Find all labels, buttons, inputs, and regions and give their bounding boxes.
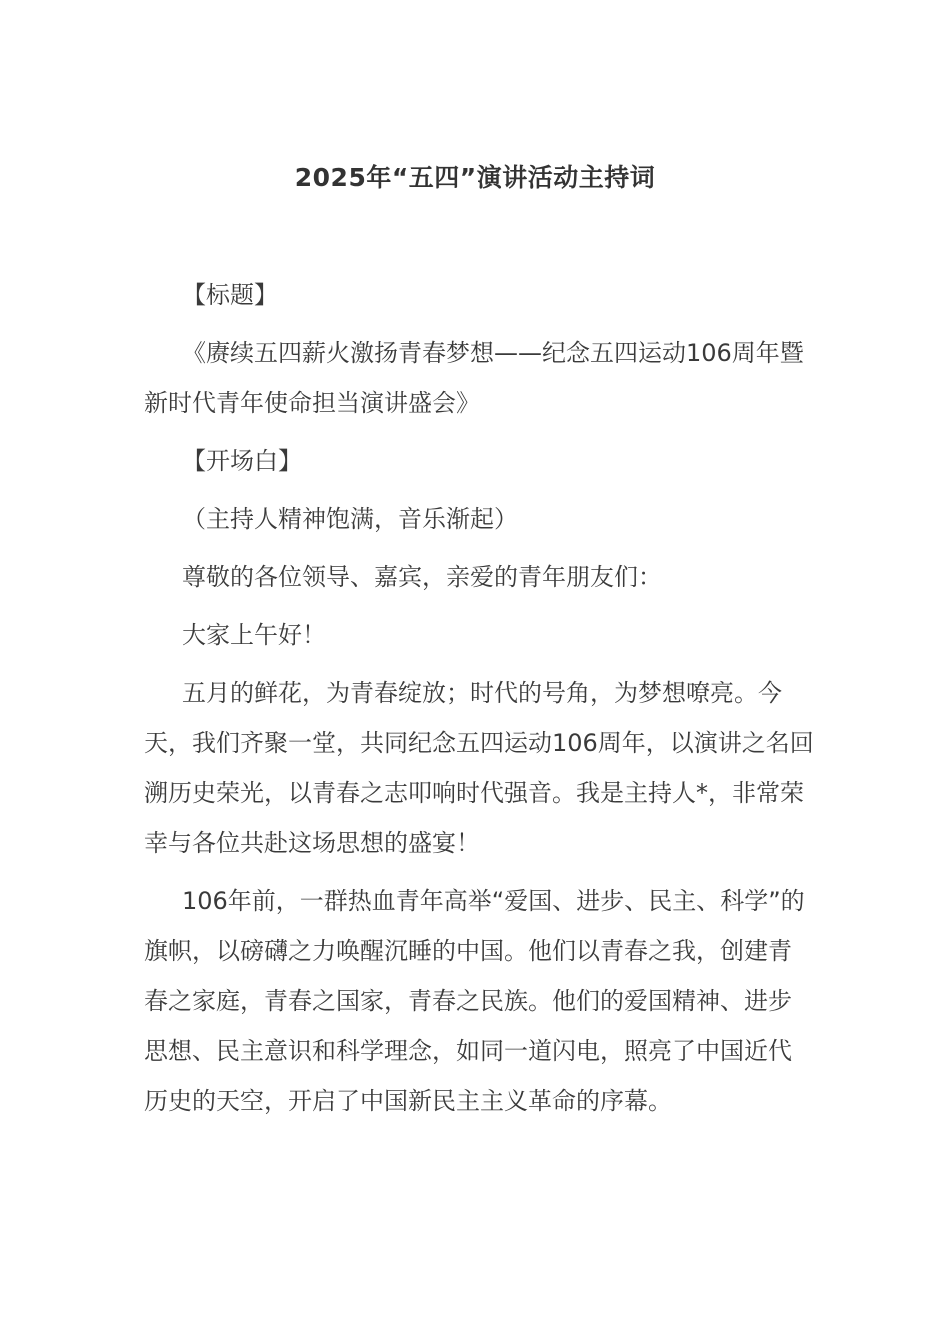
paragraph-introduction: 五月的鲜花，为青春绽放；时代的号角，为梦想嘹亮。今天，我们齐聚一堂，共同纪念五四运动106周年，以演讲之名回溯历史荣光，以青春之志叩响时代强音。我是主持人*，非常荣幸与各位共赴这场思想的盛宴！ [144, 679, 814, 857]
paragraph-greeting: 大家上午好！ [182, 621, 326, 649]
document-body [144, 270, 814, 1134]
paragraph-history: 106年前，一群热血青年高举“爱国、进步、民主、科学”的旗帜，以磅礴之力唤醒沉睡的中国。他们以青春之我，创建青春之家庭，青春之国家，青春之民族。他们的爱国精神、进步思想、民主意识和科学理念，如同一道闪电，照亮了中国近代历史的天空，开启了中国新民主主义革命的序幕。 [144, 887, 805, 1115]
document-title: 2025年“五四”演讲活动主持词 [294, 163, 656, 192]
section-heading-opening: 【开场白】 [182, 447, 302, 475]
paragraph-event-title: 《赓续五四薪火激扬青春梦想——纪念五四运动106周年暨新时代青年使命担当演讲盛会》 [144, 339, 804, 417]
paragraph-salutation: 尊敬的各位领导、嘉宾，亲爱的青年朋友们： [182, 563, 662, 591]
stage-direction: （主持人精神饱满，音乐渐起） [182, 505, 518, 533]
section-heading-title: 【标题】 [182, 281, 278, 309]
